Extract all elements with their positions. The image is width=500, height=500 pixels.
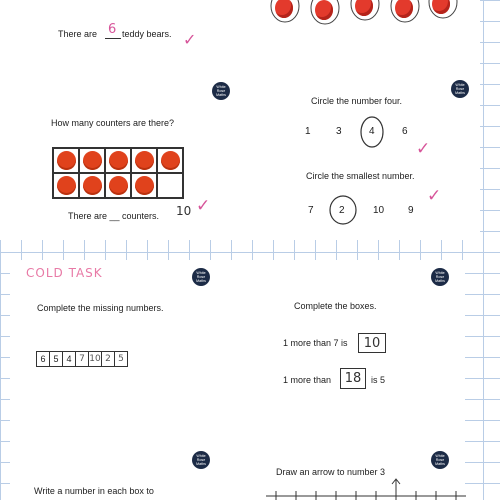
counters-answer: 10 [176, 204, 192, 218]
tick-mark-icon: ✓ [196, 196, 211, 216]
teddy-answer-line [105, 38, 121, 39]
counter-icon [57, 176, 76, 195]
counter-icon [161, 151, 180, 170]
tick-mark-icon: ✓ [183, 30, 197, 49]
counter-icon [135, 151, 154, 170]
more-than-sentence-2-end: is 5 [371, 375, 386, 385]
more-than-sentence-2-start: 1 more than [283, 375, 332, 385]
missing-numbers-row: 6 5 4 7 10 2 5 [37, 351, 128, 367]
worksheet-bottom [10, 260, 465, 500]
tick-mark-icon: ✓ [416, 139, 431, 159]
counter-icon [83, 176, 102, 195]
white-rose-maths-logo: White Rose Maths [212, 82, 230, 100]
counter-icon [109, 151, 128, 170]
counter-icon [109, 176, 128, 195]
counter-icon [83, 151, 102, 170]
smallest-question: Circle the smallest number. [306, 171, 415, 181]
write-number-instruction: Write a number in each box to [34, 486, 154, 496]
ten-frame [52, 147, 184, 199]
white-rose-maths-logo: White Rose Maths [451, 80, 469, 98]
number-line [262, 478, 472, 500]
answer-box-2: 18 [340, 368, 366, 389]
counters-sentence: There are __ counters. [68, 211, 160, 221]
teddy-sentence-start: There are [58, 29, 98, 39]
circled-answer-two [326, 194, 360, 228]
answer-box-1: 10 [358, 333, 386, 353]
white-rose-maths-logo: White Rose Maths [192, 451, 210, 469]
white-rose-maths-logo: White Rose Maths [192, 268, 210, 286]
missing-numbers-title: Complete the missing numbers. [37, 303, 164, 313]
circled-answer-four [358, 115, 388, 149]
teddy-sentence-end: teddy bears. [122, 29, 172, 39]
tick-mark-icon: ✓ [427, 186, 442, 206]
complete-boxes-title: Complete the boxes. [294, 301, 377, 311]
white-rose-maths-logo: White Rose Maths [431, 268, 449, 286]
counter-icon [57, 151, 76, 170]
more-than-sentence-1: 1 more than 7 is [283, 338, 348, 348]
circle-four-question: Circle the number four. [311, 96, 403, 106]
teddy-answer: 6 [108, 22, 117, 37]
counter-icon [135, 176, 154, 195]
white-rose-maths-logo: White Rose Maths [431, 451, 449, 469]
arrow-instruction: Draw an arrow to number 3 [276, 467, 386, 477]
teddy-hand-circles [265, 0, 485, 30]
counters-question: How many counters are there? [51, 118, 175, 128]
cold-task-heading: COLD TASK [26, 266, 103, 280]
